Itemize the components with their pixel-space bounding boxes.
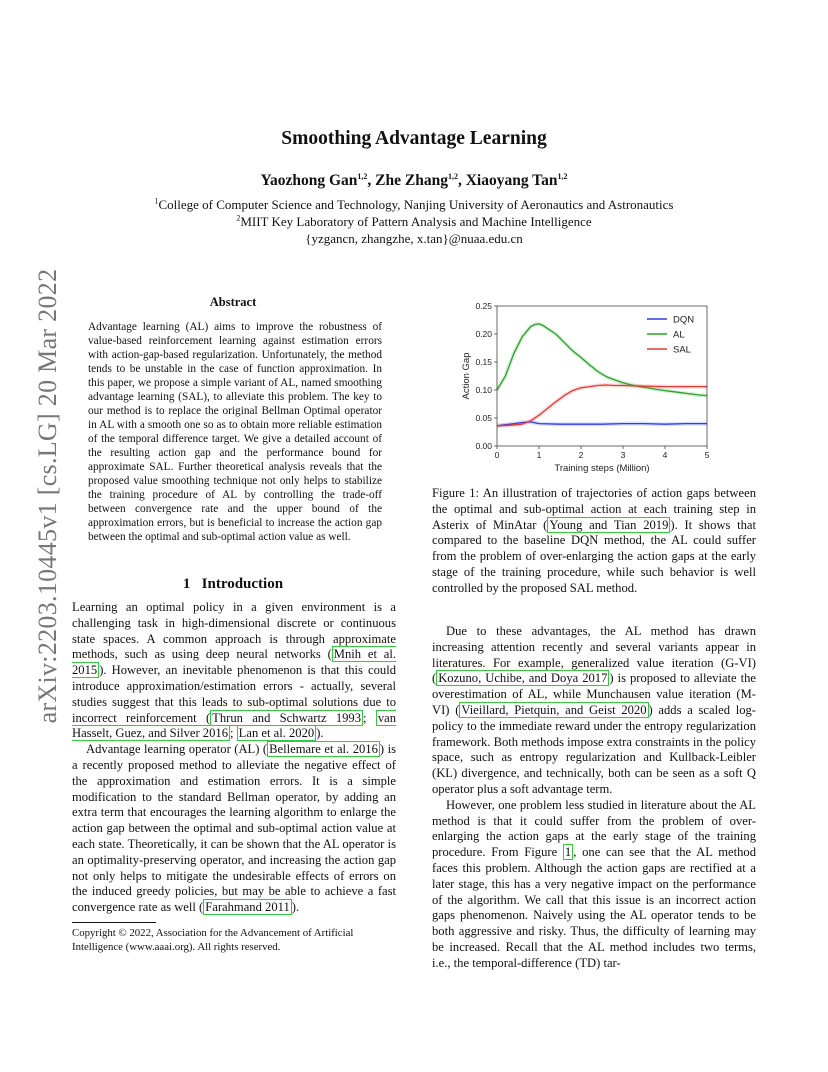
affiliation-line: [0, 196, 828, 213]
author-name: Yaozhong Gan: [260, 172, 358, 189]
text-run: Due to these advantages, the AL method has drawn increasing attention recently and several variants appear in literatures. For example, generalized value iteration (G-VI) (: [432, 624, 756, 686]
citation-link[interactable]: Mnih et al. 2015: [72, 647, 396, 678]
citation-link[interactable]: van Hasselt, Guez, and Silver 2016: [72, 710, 396, 741]
y-axis-label: Action Gap: [461, 352, 472, 400]
text-run: Advantage learning operator (AL) (: [86, 742, 268, 757]
affiliation-text: College of Computer Science and Technology, Nanjing University of Aeronautics and Astronautics: [158, 197, 674, 212]
affiliations: [0, 196, 828, 247]
text-run: ) adds a scaled log-policy to the immediate reward under the entropy regularization framework. Both methods impose extra constraints in the policy space, such as entropy regularization and Kullback-Leibler (KL) divergence, and technically, both can be seen as a soft Q operator plus a soft advantage term.: [432, 702, 757, 796]
footnote-rule: [72, 922, 156, 923]
copyright-footnote: Copyright © 2022, Association for the Advancement of Artificial Intelligence (www.aaai.org). All rights reserved.: [72, 927, 354, 953]
citation-link[interactable]: Young and Tian 2019: [549, 517, 669, 532]
x-tick-label: 2: [578, 450, 584, 460]
section-title: Introduction: [201, 576, 284, 592]
text-run: ). It shows that compared to the baseline DQN method, the AL could suffer from the problem of over-enlarging the action gaps at the early stage of the training procedure, while such behavior is well controlled by the proposed SAL method.: [432, 517, 757, 595]
author-name: Xiaoyang Tan: [465, 172, 558, 189]
right-column-body: [432, 624, 756, 972]
arxiv-stamp: arXiv:2203.10445v1 [cs.LG] 20 Mar 2022: [33, 268, 62, 724]
x-tick-label: 5: [704, 450, 710, 460]
author-emails: {yzgancn, zhangzhe, x.tan}@nuaa.edu.cn: [305, 231, 523, 246]
section-heading: [72, 576, 394, 593]
y-tick-label: 0.10: [475, 385, 492, 395]
author-affil-mark: 1,2: [447, 171, 458, 181]
author-affil-mark: 1,2: [357, 171, 368, 181]
y-tick-label: 0.25: [475, 301, 492, 311]
text-run: ).: [316, 726, 324, 741]
left-column-body: [72, 600, 396, 916]
author-list: Yaozhong Gan$^{1,2}$, Zhe Zhang$^{1,2}$, Xiaoyang Tan$^{1,2}$: [260, 171, 568, 189]
author-name: Zhe Zhang: [375, 172, 448, 189]
figure-caption: [432, 486, 756, 597]
legend-label: SAL: [673, 344, 691, 356]
text-run: Figure 1: An illustration of trajectories of action gaps between the optimal and sub-optimal action at each training step in Asterix of MinAtar (: [432, 486, 756, 532]
text-run: ;: [230, 726, 237, 741]
text-run: However, one problem less studied in literature about the AL method is that it could suffer from the problem of over-enlarging the action gaps at the early stage of the training procedure. From Figure: [432, 797, 756, 860]
x-tick-label: 4: [662, 450, 668, 460]
x-axis-label: Training steps (Million): [554, 463, 650, 474]
figure-link[interactable]: 1: [564, 845, 572, 860]
text-run: , one can see that the AL method faces this problem. Although the action gaps are rectified at a later stage, this has a very negative impact on the performance of the algorithm. We call that this issue is an incorrect action gaps phenomenon. Naively using the AL operator tends to be both aggressive and risky. Thus, the difficulty of learning may be increased. Recall that the AL method includes two terms, i.e., the temporal-difference (TD) tar-: [432, 845, 756, 970]
citation-link[interactable]: Vieillard, Pietquin, and Geist 2020: [461, 702, 647, 717]
text-run: ). However, an inevitable phenomenon is that this could introduce approximation/estimation errors - actually, several studies suggest that this leads to sub-optimal solutions due to incorrect reinforcement (: [72, 663, 396, 725]
y-tick-label: 0.15: [475, 357, 492, 367]
paragraph: [72, 742, 396, 916]
affil-mark: 1: [154, 196, 159, 206]
paragraph: [432, 798, 756, 972]
legend-label: DQN: [673, 314, 695, 326]
citation-link[interactable]: Kozuno, Uchibe, and Doya 2017: [438, 671, 608, 686]
legend-label: AL: [673, 329, 685, 341]
abstract-text: Advantage learning (AL) aims to improve the robustness of value-based reinforcement learning against estimation errors with action-gap-based regularization. Unfortunately, the method tends to be unstable in the case of function approximation. In this paper, we propose a simple variant of AL, named smoothing advantage learning (SAL), to alleviate this problem. The key to our method is to replace the original Bellman Optimal operator in AL with a smooth one so as to obtain more reliable estimation of the temporal difference target. We give a detailed account of the resulting action gap and the performance bound for approximate SAL. Further theoretical analysis reveals that the proposed value smoothing technique not only helps to stabilize the training procedure of AL by controlling the trade-off between convergence rate and the upper bound of the approximation errors, but is beneficial to increase the action gap between the optimal and sub-optimal action value as well.: [88, 321, 382, 543]
x-tick-label: 3: [620, 450, 626, 460]
paragraph: [432, 624, 756, 798]
affil-mark: 2: [236, 213, 241, 223]
x-tick-label: 0: [494, 450, 500, 460]
y-tick-label: 0.05: [475, 413, 492, 423]
citation-link[interactable]: Farahmand 2011: [205, 900, 290, 915]
action-gap-chart: [455, 298, 720, 478]
affiliation-text: MIIT Key Laboratory of Pattern Analysis and Machine Intelligence: [240, 214, 592, 229]
section-number: 1: [182, 576, 191, 592]
citation-link[interactable]: Bellemare et al. 2016: [269, 742, 378, 757]
y-tick-label: 0.20: [475, 329, 492, 339]
text-run: ) is proposed to alleviate the overestimation of AL, while Munchausen value iteration (M-VI) (: [432, 671, 757, 717]
affiliation-line: [0, 213, 828, 230]
text-run: ).: [291, 900, 300, 915]
citation-link[interactable]: Lan et al. 2020: [238, 726, 315, 741]
author-affil-mark: 1,2: [557, 171, 568, 181]
citation-link[interactable]: Thrun and Schwartz 1993: [212, 710, 362, 725]
y-tick-label: 0.00: [475, 441, 492, 451]
text-run: ) is a recently proposed method to alleviate the negative effect of the approximation and estimation errors. It is a simple modification to the standard Bellman operator, by adding an extra term that encourages the learning algorithm to enlarge the action gap between the optimal and sub-optimal action value at each state. Theoretically, it can be shown that the AL operator is an optimality-preserving operator, and increasing the action gap not only helps to mitigate the undesirable effects of errors on the induced greedy policies, but may be able to achieve a fast convergence rate as well (: [72, 742, 396, 915]
x-tick-label: 1: [536, 450, 542, 460]
paper-title: Smoothing Advantage Learning: [281, 128, 547, 149]
paragraph: [72, 600, 396, 742]
text-run: Learning an optimal policy in a given environment is a challenging task in high-dimensional discrete or continuous state spaces. A common approach is through approximate methods, such as using deep neural networks (: [72, 600, 396, 662]
abstract-heading: Abstract: [209, 295, 257, 309]
text-run: ;: [363, 710, 376, 725]
